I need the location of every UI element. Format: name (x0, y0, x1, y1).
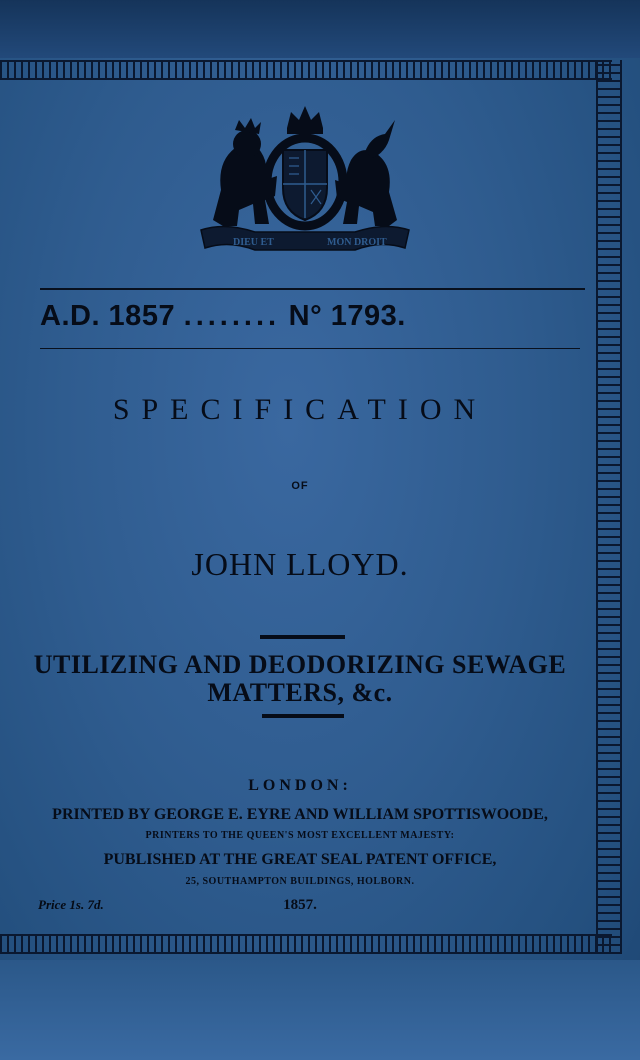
specification-heading: SPECIFICATION (112, 393, 488, 426)
subject-line-2: MATTERS, &c. (207, 678, 393, 707)
patent-number: N° 1793. (288, 300, 406, 332)
imprint-published: PUBLISHED AT THE GREAT SEAL PATENT OFFICE, (103, 851, 497, 868)
ad-year: A.D. 1857 (40, 300, 176, 332)
inventor-name: JOHN LLOYD. (191, 546, 409, 582)
title-rule-bottom (262, 714, 344, 718)
leader-dots: ........ (183, 300, 281, 332)
page-bottom-edge (0, 960, 640, 1060)
svg-text:MON DROIT: MON DROIT (327, 237, 387, 248)
patent-number-line (40, 300, 585, 333)
ornamental-border-bottom (0, 934, 612, 954)
subject-line-1: UTILIZING AND DEODORIZING SEWAGE (33, 650, 567, 679)
header-rule-top (40, 288, 585, 290)
title-rule-top (260, 635, 345, 639)
imprint-city: LONDON: (248, 777, 352, 794)
ornamental-border-top (0, 60, 612, 80)
of-label: OF (291, 480, 309, 492)
imprint-year: 1857. (283, 897, 317, 913)
royal-coat-of-arms-icon (195, 100, 415, 260)
svg-text:DIEU ET: DIEU ET (233, 237, 274, 248)
imprint-address: 25, SOUTHAMPTON BUILDINGS, HOLBORN. (185, 876, 415, 887)
page-top-edge (0, 0, 640, 58)
price-label: Price 1s. 7d. (38, 897, 104, 912)
imprint-printers-to: PRINTERS TO THE QUEEN'S MOST EXCELLENT MAJESTY: (145, 830, 455, 841)
header-rule-bottom (40, 348, 580, 349)
imprint-printers: PRINTED BY GEORGE E. EYRE AND WILLIAM SPOTTISWOODE, (52, 806, 548, 823)
